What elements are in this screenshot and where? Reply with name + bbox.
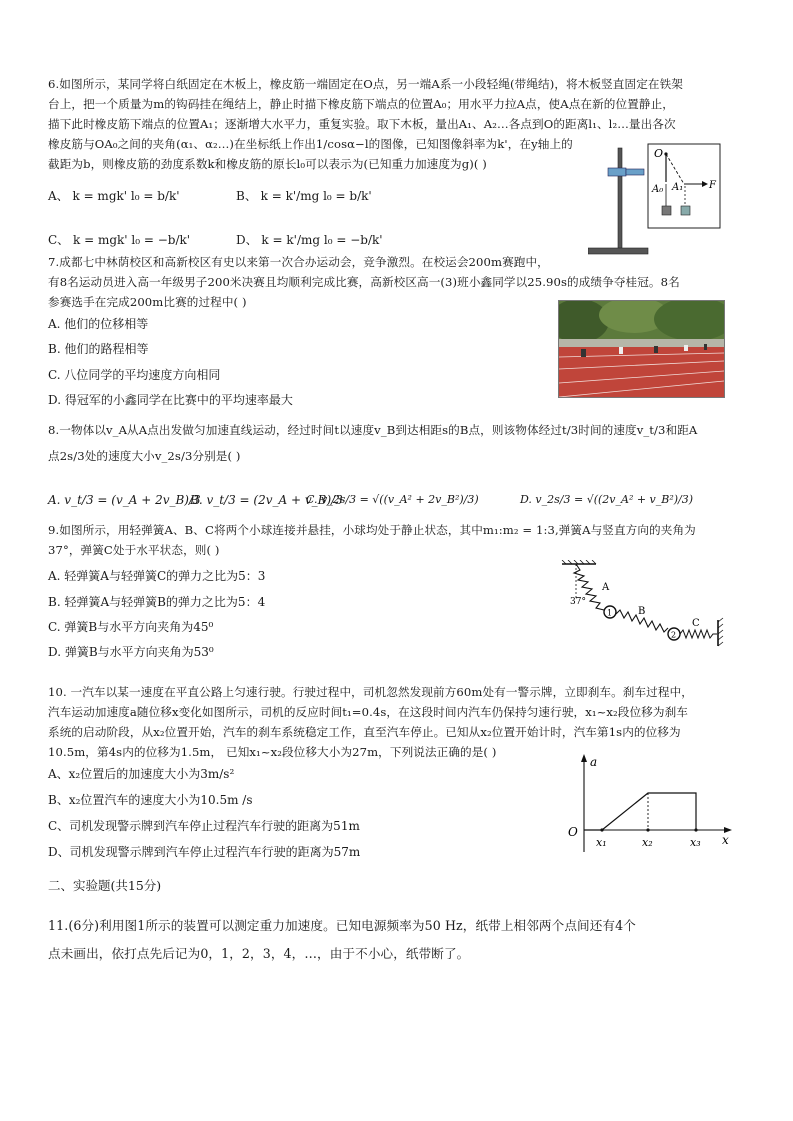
fig-spring-c-label: C [692, 618, 700, 629]
fig-spring-b-label: B [638, 606, 646, 617]
q7-option-c: C. 八位同学的平均速度方向相同 [48, 368, 221, 382]
q8-option-a: A. v_t/3 = (v_A + 2v_B)/3 [48, 493, 201, 507]
q7-option-d: D. 得冠军的小鑫同学在比赛中的平均速率最大 [48, 393, 293, 407]
q6-option-a: A、 k = mgk' l₀ = b/k' [48, 189, 180, 203]
q10-option-c: C、司机发现警示牌到汽车停止过程汽车行驶的距离为51m [48, 819, 360, 833]
q7-line: 参赛选手在完成200m比赛的过程中( ) [48, 295, 247, 309]
q10-line: 10. 一汽车以某一速度在平直公路上匀速行驶。行驶过程中，司机忽然发现前方60m处有一警示牌，立即刹车。刹车过程中， [48, 685, 693, 699]
graph-y-label: a [590, 755, 598, 769]
q10-option-b: B、x₂位置汽车的速度大小为10.5m /s [48, 793, 253, 807]
q10-line: 系统的启动阶段，从x₂位置开始，汽车的刹车系统稳定工作，直至汽车停止。已知从x₂位置开始计时，汽车第1s内的位移为 [48, 725, 681, 739]
graph-x2-label: x₂ [642, 836, 653, 849]
q6-line: 6.如图所示，某同学将白纸固定在木板上，橡皮筋一端固定在O点，另一端A系一小段轻绳(带绳结)，将木板竖直固定在铁架 [48, 77, 683, 91]
q8-line: 8.一物体以v_A从A点出发做匀加速直线运动，经过时间t以速度v_B到达相距s的B点，则该物体经过t/3时间的速度v_t/3和距A [48, 423, 698, 437]
q9-option-d: D. 弹簧B与水平方向夹角为53⁰ [48, 645, 214, 659]
q6-option-c: C、 k = mgk' l₀ = −b/k' [48, 233, 191, 247]
race-track-photo [558, 300, 725, 398]
q10-line: 10.5m，第4s内的位移为1.5m， 已知x₁~x₂段位移大小为27m，下列说法正确的是( ) [48, 745, 497, 759]
q10-acceleration-graph [560, 752, 740, 862]
q8-option-b: B. v_t/3 = (2v_A + v_B)/3 [190, 493, 343, 507]
fig-label-a1: A₁ [672, 182, 684, 193]
fig-angle-label: 37° [570, 597, 586, 607]
q8-line: 点2s/3处的速度大小v_2s/3分别是( ) [48, 449, 241, 463]
q6-line: 台上，把一个质量为m的钩码挂在绳结上，静止时描下橡皮筋下端点的位置A₀；用水平力拉A点，使A点在新的位置静止， [48, 97, 674, 111]
q8-option-c: C. v_2s/3 = √((v_A² + 2v_B²)/3) [306, 493, 479, 506]
fig-label-o: O [654, 147, 664, 160]
fig-ball-1-label: 1 [607, 608, 613, 618]
q9-line: 37°，弹簧C处于水平状态，则( ) [48, 543, 220, 557]
q7-line: 有8名运动员进入高一年级男子200米决赛且均顺利完成比赛，高新校区高一(3)班小鑫同学以25.90s的成绩争夺桂冠。8名 [48, 275, 680, 289]
graph-origin-label: O [568, 825, 578, 839]
q7-option-b: B. 他们的路程相等 [48, 342, 149, 356]
q11-line: 点未画出，依打点先后记为0，1，2，3，4，…，由于不小心，纸带断了。 [48, 946, 470, 961]
q6-line: 描下此时橡皮筋下端点的位置A₁；逐渐增大水平力，重复实验。取下木板，量出A₁、A₂…各点到O的距离l₁、l₂…量出各次 [48, 117, 676, 131]
q9-option-a: A. 轻弹簧A与轻弹簧C的弹力之比为5：3 [48, 569, 266, 583]
section-2-heading: 二、实验题(共15分) [48, 878, 162, 893]
question-11-text [48, 912, 748, 968]
q6-option-b: B、 k = k'/mg l₀ = b/k' [236, 189, 372, 203]
q11-line: 11.(6分)利用图1所示的装置可以测定重力加速度。已知电源频率为50 Hz，纸带上相邻两个点间还有4个 [48, 918, 636, 933]
q6-option-d: D、 k = k'/mg l₀ = −b/k' [236, 233, 383, 247]
q8-option-d: D. v_2s/3 = √((2v_A² + v_B²)/3) [520, 493, 694, 506]
graph-x1-label: x₁ [596, 836, 607, 849]
question-8-text [48, 420, 748, 466]
fig-spring-a-label: A [602, 582, 610, 593]
graph-x3-label: x₃ [690, 836, 701, 849]
q10-option-a: A、x₂位置后的加速度大小为3m/s² [48, 767, 235, 781]
q6-apparatus-figure [588, 140, 728, 260]
q7-option-a: A. 他们的位移相等 [48, 317, 149, 331]
q7-line: 7.成都七中林荫校区和高新校区有史以来第一次合办运动会，竞争激烈。在校运会200m赛跑中， [48, 255, 549, 269]
fig-label-f: F [709, 180, 716, 191]
q6-line: 橡皮筋与OA₀之间的夹角(α₁、α₂…)在坐标纸上作出1/cosα−l的图像，已知图像斜率为k'，在y轴上的 [48, 137, 573, 151]
q10-line: 汽车运动加速度a随位移x变化如图所示，司机的反应时间t₁=0.4s，在这段时间内汽车仍保持匀速行驶，x₁~x₂段位移为刹车 [48, 705, 688, 719]
q9-option-b: B. 轻弹簧A与轻弹簧B的弹力之比为5：4 [48, 595, 266, 609]
question-10-text [48, 682, 748, 762]
question-9-text [48, 520, 748, 560]
fig-label-a0: A₀ [652, 184, 664, 195]
q9-spring-figure [560, 560, 730, 650]
graph-x-label: x [722, 833, 729, 847]
fig-ball-2-label: 2 [671, 630, 677, 640]
q10-option-d: D、司机发现警示牌到汽车停止过程汽车行驶的距离为57m [48, 845, 361, 859]
q9-line: 9.如图所示，用轻弹簧A、B、C将两个小球连接并悬挂，小球均处于静止状态，其中m₁:m₂ = 1:3,弹簧A与竖直方向的夹角为 [48, 523, 696, 537]
q6-line: 截距为b，则橡皮筋的劲度系数k和橡皮筋的原长l₀可以表示为(已知重力加速度为g)( ) [48, 157, 487, 171]
q9-option-c: C. 弹簧B与水平方向夹角为45⁰ [48, 620, 214, 634]
